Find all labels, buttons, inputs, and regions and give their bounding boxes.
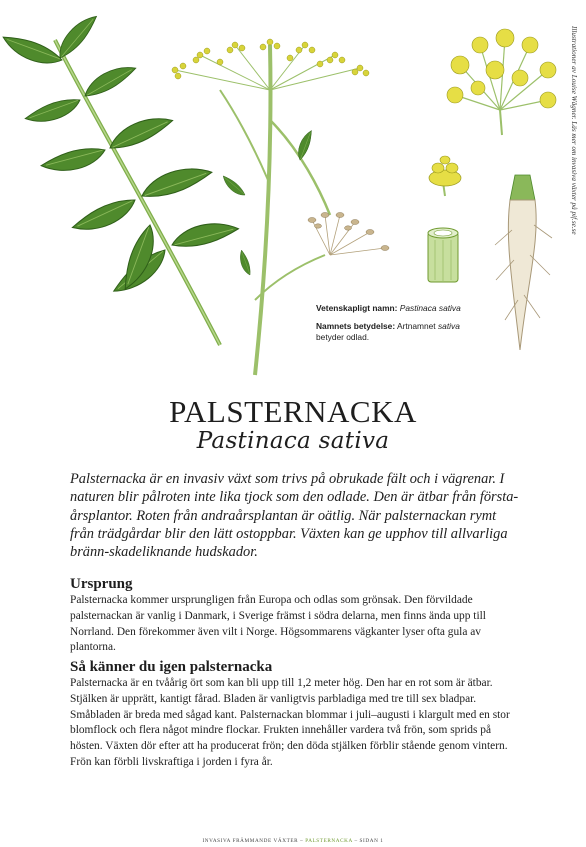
section-text-identify: Palsternacka är en tvåårig ört som kan bli upp till 1,2 meter hög. Den har en rot som är ätbar. Stjälken är upprätt, kantigt fårad. Bladen är vanligtvis parbladiga med tre till sex bladpar. Småbladen är breda med sågad kant. Palsternackan blommar i juli–augusti i klargult med en stor blomflock och flera något mindre flockar. Frukten innehåller vardera två frön, som sprids på hösten. Växten dör efter att ha producerat frön; den döda stjälken förblir stående genom vintern. Frön kan förbli livskraftiga i jorden i fyra år. (70, 677, 510, 768)
root-illustration (495, 175, 552, 350)
stem-section-illustration (428, 228, 458, 282)
scientific-name: Vetenskapligt namn: Pastinaca sativa (316, 303, 461, 313)
name-meaning: Namnets betydelse: Artnamnet sativa betyder odlad. (316, 321, 460, 342)
section-text-origin: Palsternacka kommer ursprungligen från Europa och odlas som grönsak. Den förvildade palsternackan är vanlig i Danmark, i Sverige främst i södra delarna, men finns ända upp till Norrland. Den förekommer även vilt i Norge. Högsommarens vägkanter lyser ofta gula av plantorna. (70, 594, 486, 654)
section-heading-identify: Så känner du igen palsternacka (70, 659, 273, 675)
flower-closeup-illustration (447, 29, 556, 135)
single-flower-illustration (429, 156, 461, 196)
illustration-credit: Illustrationer av Louise Wägner. Läs mer om invasiva växter på pif.se.se (570, 26, 578, 235)
intro-paragraph: Palsternacka är en invasiv växt som trivs på obrukade fält och i vägrenar. I naturen blir pålroten inte lika tjock som den odlade. Den är ätbar från första-årsplantor. Roten från andraårsplantan är oätlig. När palsternackan rymt från trädgårdar blir den lätt ostoppbar. Växten kan ge upphov till allvarliga bränn-skadeliknande hudskador. (70, 471, 519, 561)
section-heading-origin: Ursprung (70, 576, 133, 592)
page-footer: INVASIVA FRÄMMANDE VÄXTER – PALSTERNACKA – SIDAN 1 (202, 838, 384, 844)
plant-illustration (0, 0, 586, 380)
scientific-info-box (316, 303, 486, 350)
script-subtitle: Pastinaca sativa (196, 428, 390, 454)
leaf-illustration (0, 12, 240, 345)
page-title: PALSTERNACKA (169, 394, 417, 429)
